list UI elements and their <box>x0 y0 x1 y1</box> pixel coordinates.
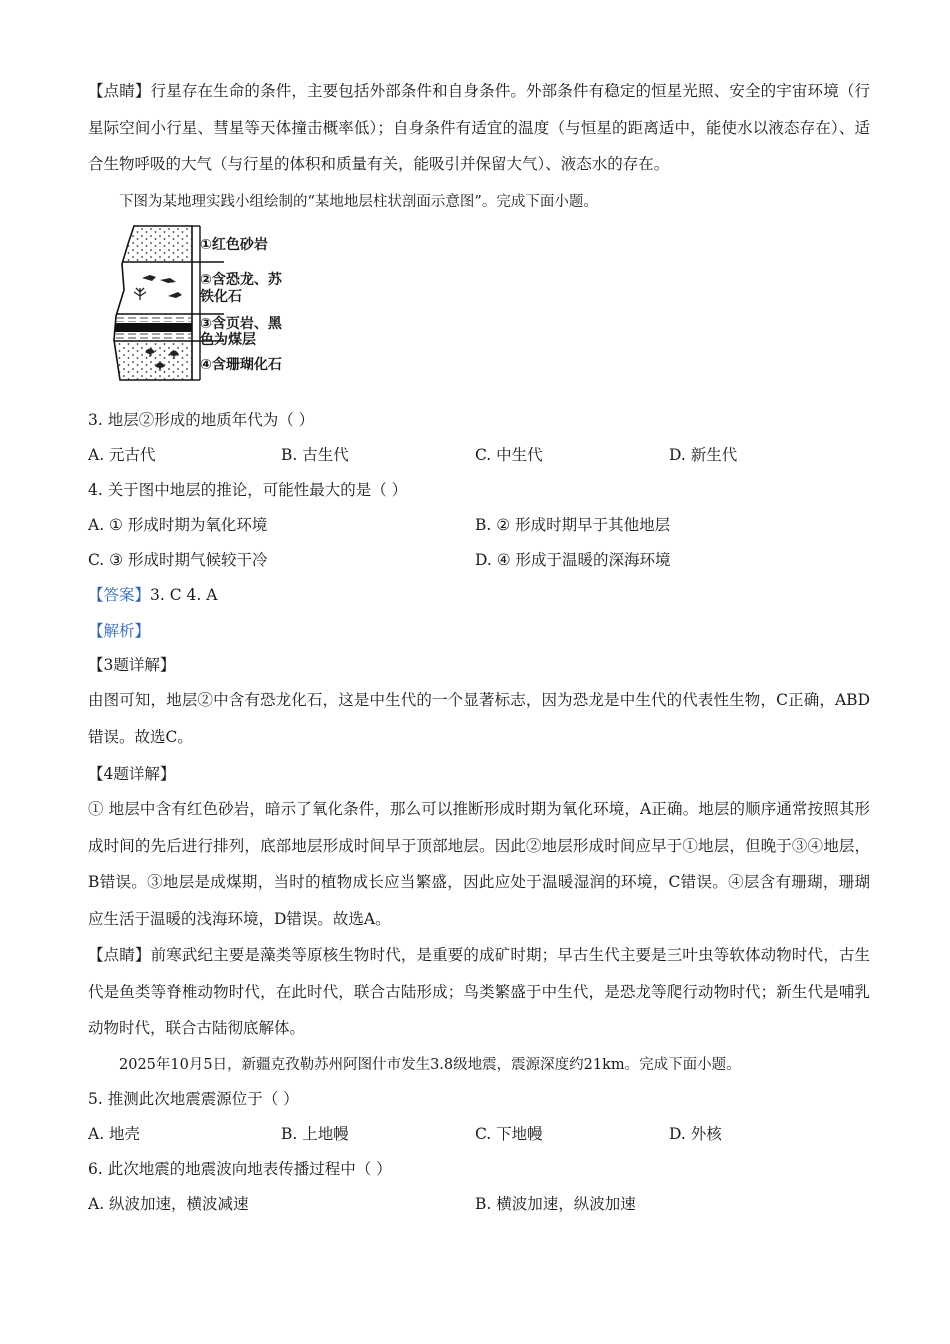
detail-4-title: 【4题详解】 <box>88 765 176 783</box>
question-5-stem: 5. 推测此次地震震源位于（ ） <box>88 1090 299 1108</box>
detail-3-title: 【3题详解】 <box>88 656 176 674</box>
strata-column-figure <box>104 220 314 385</box>
q5-option-a: A. 地壳 <box>88 1125 141 1143</box>
q4-option-d: D. ④ 形成于温暖的深海环境 <box>475 551 671 569</box>
detail-3-text: 由图可知，地层②中含有恐龙化石，这是中生代的一个显著标志，因为恐龙是中生代的代表性生物，C正确，ABD错误。故选C。 <box>88 691 870 746</box>
answer-line <box>88 584 878 606</box>
tip-paragraph-1: 【点睛】行星存在生命的条件，主要包括外部条件和自身条件。外部条件有稳定的恒星光照、安全的宇宙环境（行星际空间小行星、彗星等天体撞击概率低）；自身条件有适宜的温度（与恒星的距离适中，能使水以液态存在）、适合生物呼吸的大气（与行星的体积和质量有关，能吸引并保留大气）、液态水的存在。 <box>88 82 870 173</box>
layer-1-label: ①红色砂岩 <box>200 237 268 253</box>
layer-2-label-line2: 铁化石 <box>200 289 242 305</box>
q5-option-d: D. 外核 <box>669 1125 722 1143</box>
question-6-stem: 6. 此次地震的地震波向地表传播过程中（ ） <box>88 1160 392 1178</box>
q6-option-b: B. 横波加速，纵波加速 <box>475 1195 636 1213</box>
q3-option-b: B. 古生代 <box>281 446 349 464</box>
question-3-stem: 3. 地层②形成的地质年代为（ ） <box>88 411 315 429</box>
q4-option-b: B. ② 形成时期早于其他地层 <box>475 516 671 534</box>
analysis-label: 【解析】 <box>88 622 151 640</box>
q4-option-a: A. ① 形成时期为氧化环境 <box>88 516 268 534</box>
layer-2-label-line1: ②含恐龙、苏 <box>200 272 282 288</box>
detail-4-text: ① 地层中含有红色砂岩，暗示了氧化条件，那么可以推断形成时期为氧化环境，A正确。地层的顺序通常按照其形成时间的先后进行排列，底部地层形成时间早于顶部地层。因此②地层形成时间应早于①地层，但晚于③④地层，B错误。③地层是成煤期，当时的植物成长应当繁盛，因此应处于温暖湿润的环境，C错误。④层含有珊瑚，珊瑚应生活于温暖的浅海环境，D错误。故选A。 <box>88 800 870 928</box>
answer-label: 【答案】 <box>88 586 151 604</box>
answer-text: 3. C 4. A <box>150 586 218 604</box>
q3-option-c: C. 中生代 <box>475 446 543 464</box>
q3-option-d: D. 新生代 <box>669 446 738 464</box>
question-4-stem: 4. 关于图中地层的推论，可能性最大的是（ ） <box>88 481 408 499</box>
intro-strata: 下图为某地理实践小组绘制的“某地地层柱状剖面示意图”。完成下面小题。 <box>119 194 598 210</box>
q5-option-c: C. 下地幔 <box>475 1125 543 1143</box>
q3-option-a: A. 元古代 <box>88 446 156 464</box>
layer-3-label-line1: ③含页岩、黑 <box>200 316 282 332</box>
q4-option-c: C. ③ 形成时期气候较干冷 <box>88 551 268 569</box>
intro-earthquake: 2025年10月5日，新疆克孜勒苏州阿图什市发生3.8级地震，震源深度约21km。完成下面小题。 <box>119 1057 741 1073</box>
layer-3-label-line2: 色为煤层 <box>200 332 256 348</box>
q6-option-a: A. 纵波加速，横波减速 <box>88 1195 249 1213</box>
tip-paragraph-2: 【点睛】前寒武纪主要是藻类等原核生物时代，是重要的成矿时期；早古生代主要是三叶虫等软体动物时代，古生代是鱼类等脊椎动物时代，在此时代，联合古陆形成；鸟类繁盛于中生代，是恐龙等爬行动物时代；新生代是哺乳动物时代，联合古陆彻底解体。 <box>88 946 870 1037</box>
q5-option-b: B. 上地幔 <box>281 1125 349 1143</box>
layer-4-label: ④含珊瑚化石 <box>200 357 282 373</box>
